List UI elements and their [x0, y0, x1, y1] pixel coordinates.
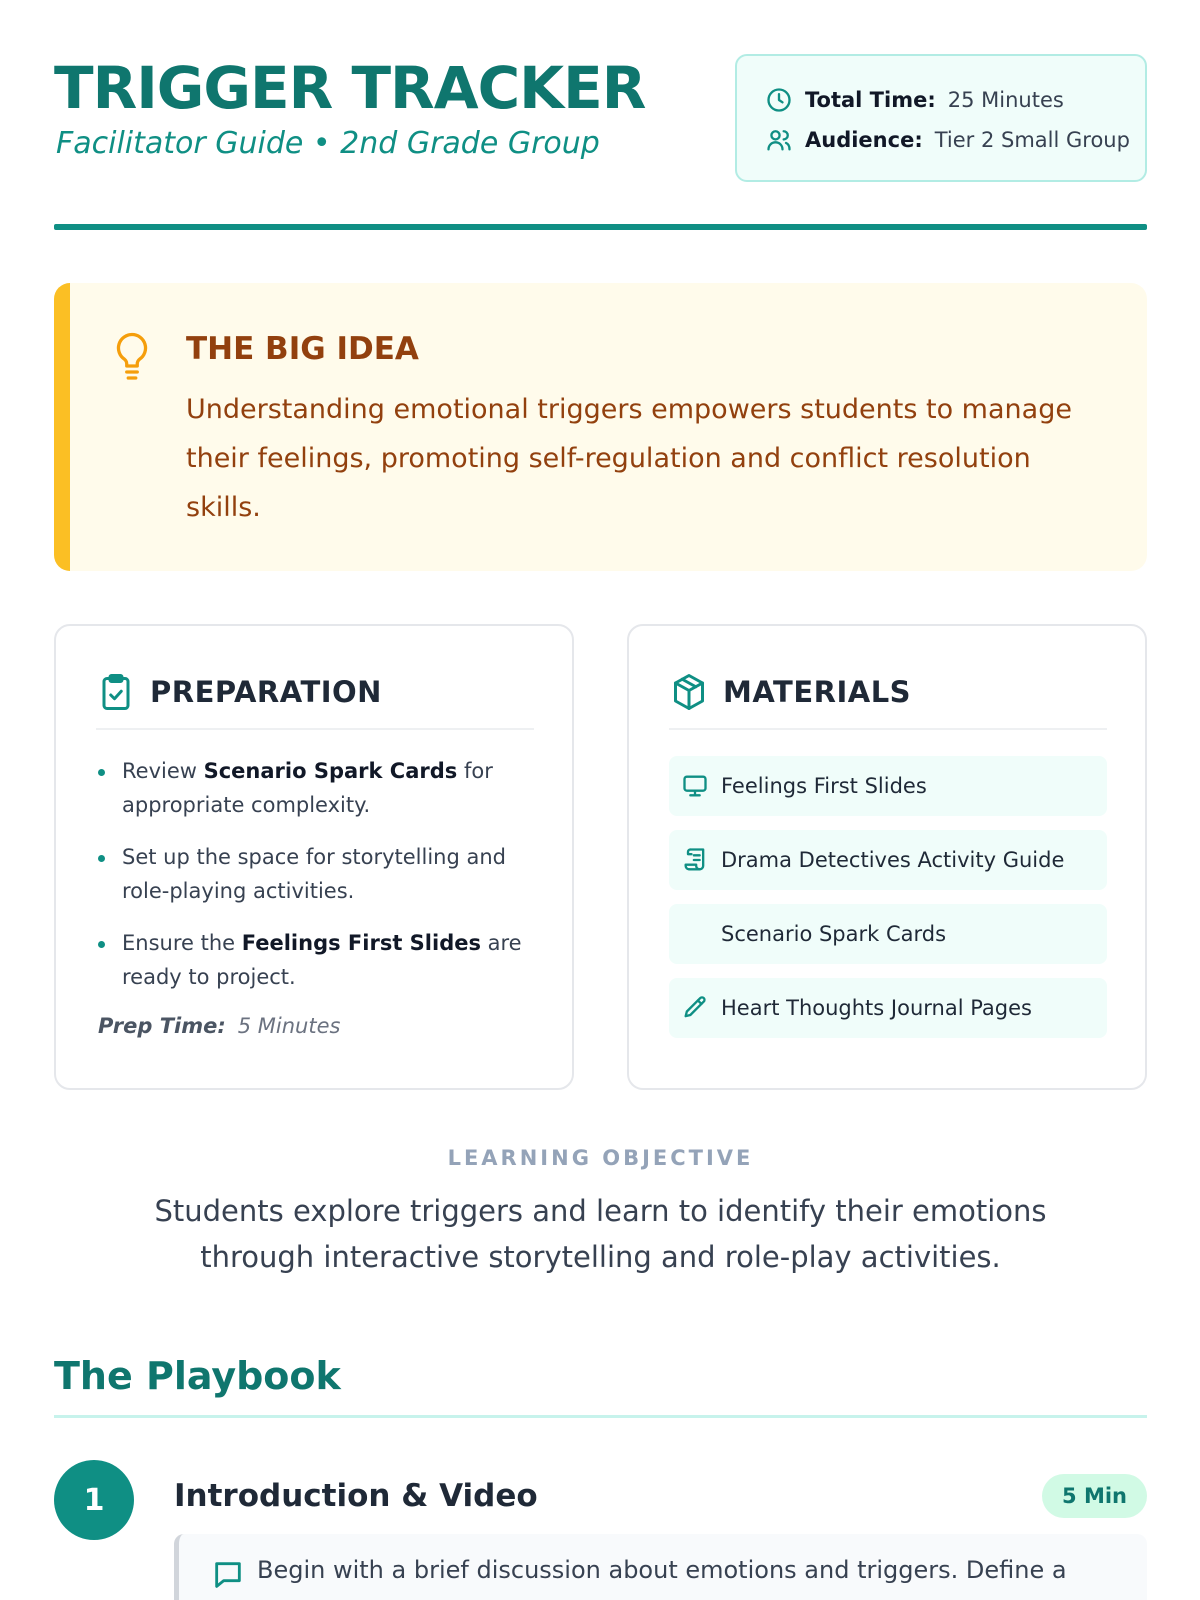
material-label: Feelings First Slides [721, 774, 927, 798]
prep-time [98, 1014, 340, 1038]
prep-time-value: 5 Minutes [237, 1014, 341, 1038]
big-idea-text: Understanding emotional triggers empowers students to manage their feelings, promoting self-regulation and conflict resolution skills. [186, 394, 1072, 523]
scroll-icon [681, 846, 709, 874]
audience-row [765, 124, 1130, 156]
step-note-box [174, 1534, 1147, 1600]
monitor-icon [681, 772, 709, 800]
big-idea-heading: THE BIG IDEA [186, 331, 419, 367]
list-item: Ensure the Feelings First Slides are ready to project. [96, 926, 536, 994]
step-duration-badge: 5 Min [1042, 1474, 1147, 1518]
preparation-divider [96, 728, 534, 730]
material-label: Drama Detectives Activity Guide [721, 848, 1065, 872]
materials-list [669, 756, 1107, 1052]
clipboard-check-icon [98, 672, 134, 712]
facilitator-guide-page [54, 0, 1147, 1600]
prep-time-label: Prep Time: [98, 1014, 226, 1038]
materials-heading: MATERIALS [723, 675, 912, 709]
materials-divider [669, 728, 1107, 730]
big-idea-callout [54, 283, 1147, 571]
page-subtitle: Facilitator Guide • 2nd Grade Group [56, 126, 600, 161]
preparation-list [96, 754, 536, 1012]
audience-label: Audience: [805, 128, 923, 152]
materials-card [627, 624, 1147, 1090]
total-time-label: Total Time: [805, 88, 936, 112]
speech-bubble-icon [211, 1558, 245, 1592]
clock-icon [765, 86, 793, 114]
material-label: Heart Thoughts Journal Pages [721, 996, 1032, 1020]
total-time-value: 25 Minutes [947, 88, 1064, 112]
callout-accent-bar [54, 283, 70, 571]
package-icon [671, 672, 707, 712]
session-info-box [735, 54, 1147, 182]
material-item-activity-guide [669, 830, 1107, 890]
pencil-icon [681, 994, 709, 1022]
material-item-journal-pages [669, 978, 1107, 1038]
material-label: Scenario Spark Cards [721, 922, 947, 946]
header [54, 52, 1147, 232]
material-item-scenario-cards [669, 904, 1107, 964]
lightbulb-icon [114, 331, 150, 383]
page-title: TRIGGER TRACKER [54, 54, 646, 122]
playbook-divider [54, 1415, 1147, 1418]
preparation-header [98, 670, 382, 714]
learning-objective-label: LEARNING OBJECTIVE [447, 1146, 754, 1170]
learning-objective-text: Students explore triggers and learn to identify their emotions through interactive storytelling and role-play activities. [154, 1194, 1047, 1274]
step-title: Introduction & Video [174, 1478, 538, 1514]
header-divider [54, 224, 1147, 230]
total-time-row [765, 84, 1064, 116]
audience-value: Tier 2 Small Group [934, 128, 1130, 152]
step-note-text: Begin with a brief discussion about emotions and triggers. Define a [257, 1556, 1067, 1584]
step-number-badge: 1 [54, 1460, 134, 1540]
materials-header [671, 670, 911, 714]
users-icon [765, 126, 793, 154]
playbook-title: The Playbook [54, 1354, 341, 1398]
preparation-card [54, 624, 574, 1090]
material-item-slides [669, 756, 1107, 816]
preparation-heading: PREPARATION [150, 675, 382, 709]
list-item: Review Scenario Spark Cards for appropriate complexity. [96, 754, 536, 822]
list-item: Set up the space for storytelling and role-playing activities. [96, 840, 536, 908]
